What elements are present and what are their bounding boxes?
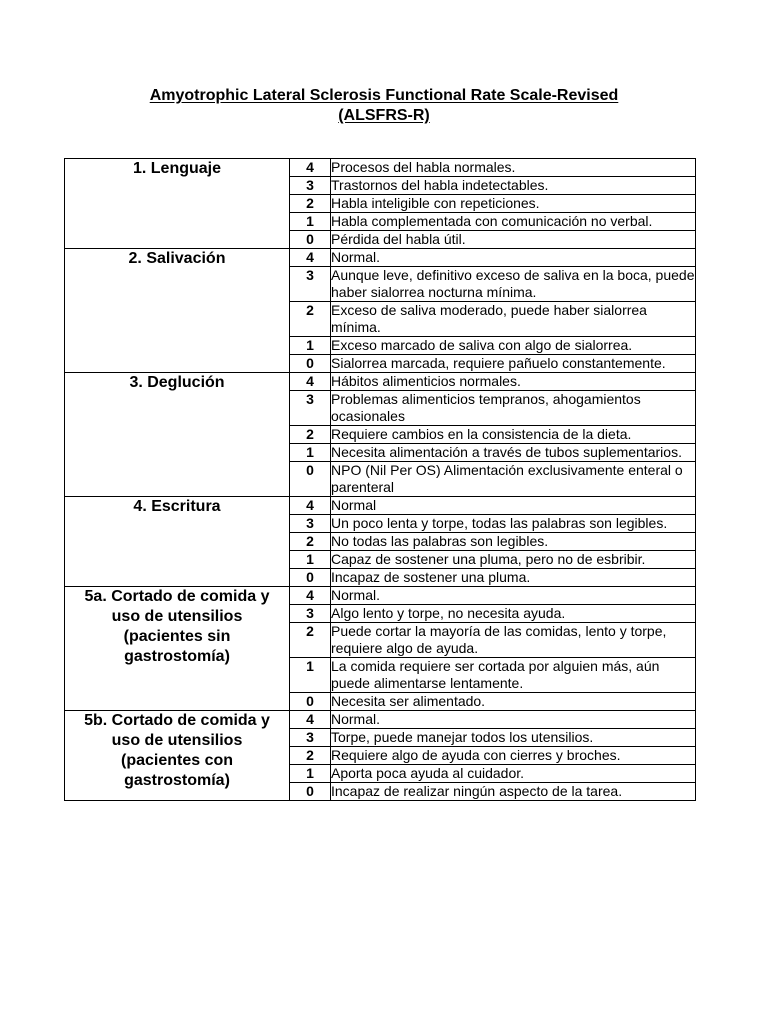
title-line-2: (ALSFRS-R) — [338, 107, 430, 124]
description-cell: Exceso marcado de saliva con algo de sialorrea. — [331, 337, 696, 355]
category-name-line: gastrostomía) — [124, 648, 230, 665]
score-cell: 4 — [290, 249, 331, 267]
score-cell: 3 — [290, 391, 331, 426]
description-cell: Trastornos del habla indetectables. — [331, 177, 696, 195]
table-row — [65, 587, 696, 605]
category-cell — [65, 159, 290, 249]
description-cell: Problemas alimenticios tempranos, ahogamientos ocasionales — [331, 391, 696, 426]
description-cell: Normal. — [331, 711, 696, 729]
category-name-line: 1. Lenguaje — [132, 160, 222, 177]
score-cell: 2 — [290, 426, 331, 444]
document-title — [0, 86, 768, 126]
score-cell: 2 — [290, 747, 331, 765]
category-cell — [65, 497, 290, 587]
score-cell: 1 — [290, 658, 331, 693]
description-cell: Pérdida del habla útil. — [331, 231, 696, 249]
category-name-line: (pacientes sin — [123, 628, 231, 645]
score-cell: 4 — [290, 497, 331, 515]
category-cell — [65, 711, 290, 801]
description-cell: Necesita alimentación a través de tubos suplementarios. — [331, 444, 696, 462]
description-cell: Normal — [331, 497, 696, 515]
category-cell — [65, 587, 290, 711]
score-cell: 0 — [290, 462, 331, 497]
score-cell: 4 — [290, 587, 331, 605]
description-cell: Requiere algo de ayuda con cierres y broches. — [331, 747, 696, 765]
table-row — [65, 497, 696, 515]
description-cell: Un poco lenta y torpe, todas las palabras son legibles. — [331, 515, 696, 533]
table-body — [65, 159, 696, 801]
score-cell: 3 — [290, 605, 331, 623]
score-cell: 2 — [290, 195, 331, 213]
description-cell: Incapaz de realizar ningún aspecto de la tarea. — [331, 783, 696, 801]
description-cell: Habla complementada con comunicación no verbal. — [331, 213, 696, 231]
category-cell — [65, 249, 290, 373]
title-line-1: Amyotrophic Lateral Sclerosis Functional Rate Scale-Revised — [149, 87, 619, 104]
score-cell: 4 — [290, 711, 331, 729]
score-cell: 2 — [290, 302, 331, 337]
score-cell: 3 — [290, 177, 331, 195]
score-cell: 4 — [290, 159, 331, 177]
description-cell: Normal. — [331, 587, 696, 605]
description-cell: Algo lento y torpe, no necesita ayuda. — [331, 605, 696, 623]
score-cell: 4 — [290, 373, 331, 391]
description-cell: Aunque leve, definitivo exceso de saliva en la boca, puede haber sialorrea nocturna mínima. — [331, 267, 695, 300]
description-cell: NPO (Nil Per OS) Alimentación exclusivamente enteral o parenteral — [331, 462, 696, 497]
table-row — [65, 159, 696, 177]
category-name-line: 3. Deglución — [129, 374, 225, 391]
description-cell: Requiere cambios en la consistencia de la dieta. — [331, 426, 696, 444]
category-name-line: 5a. Cortado de comida y — [84, 588, 270, 605]
description-cell: Capaz de sostener una pluma, pero no de esbribir. — [331, 551, 696, 569]
description-cell: Torpe, puede manejar todos los utensilios. — [331, 729, 696, 747]
description-cell: La comida requiere ser cortada por alguien más, aún puede alimentarse lentamente. — [331, 658, 696, 693]
description-cell: Puede cortar la mayoría de las comidas, lento y torpe, requiere algo de ayuda. — [331, 623, 696, 658]
category-name-line: 4. Escritura — [133, 498, 221, 515]
score-cell: 0 — [290, 355, 331, 373]
score-cell: 2 — [290, 533, 331, 551]
score-cell: 1 — [290, 337, 331, 355]
description-cell: No todas las palabras son legibles. — [331, 533, 696, 551]
category-name-line: uso de utensilios — [111, 608, 243, 625]
description-cell: Exceso de saliva moderado, puede haber sialorrea mínima. — [331, 302, 696, 337]
description-cell: Incapaz de sostener una pluma. — [331, 569, 696, 587]
score-cell: 1 — [290, 444, 331, 462]
score-cell: 2 — [290, 623, 331, 658]
description-cell: Sialorrea marcada, requiere pañuelo constantemente. — [331, 355, 696, 373]
category-name-line: 5b. Cortado de comida y — [84, 712, 270, 729]
category-cell — [65, 373, 290, 497]
category-name-line: gastrostomía) — [124, 772, 230, 789]
description-cell: Procesos del habla normales. — [331, 159, 696, 177]
description-cell: Hábitos alimenticios normales. — [331, 373, 696, 391]
score-cell: 3 — [290, 267, 331, 302]
description-cell: Normal. — [331, 249, 696, 267]
score-cell: 0 — [290, 693, 331, 711]
description-cell: Necesita ser alimentado. — [331, 693, 696, 711]
category-name-line: uso de utensilios — [111, 732, 243, 749]
score-cell: 0 — [290, 783, 331, 801]
score-cell: 3 — [290, 515, 331, 533]
category-name-line: 2. Salivación — [128, 250, 226, 267]
score-cell: 0 — [290, 569, 331, 587]
score-cell: 0 — [290, 231, 331, 249]
score-cell: 3 — [290, 729, 331, 747]
description-cell: Habla inteligible con repeticiones. — [331, 195, 696, 213]
table-row — [65, 373, 696, 391]
score-cell: 1 — [290, 765, 331, 783]
table-row — [65, 249, 696, 267]
alsfrs-table — [64, 158, 696, 801]
score-cell: 1 — [290, 213, 331, 231]
table-row — [65, 711, 696, 729]
description-cell: Aporta poca ayuda al cuidador. — [331, 765, 696, 783]
category-name-line: (pacientes con — [120, 752, 234, 769]
score-cell: 1 — [290, 551, 331, 569]
